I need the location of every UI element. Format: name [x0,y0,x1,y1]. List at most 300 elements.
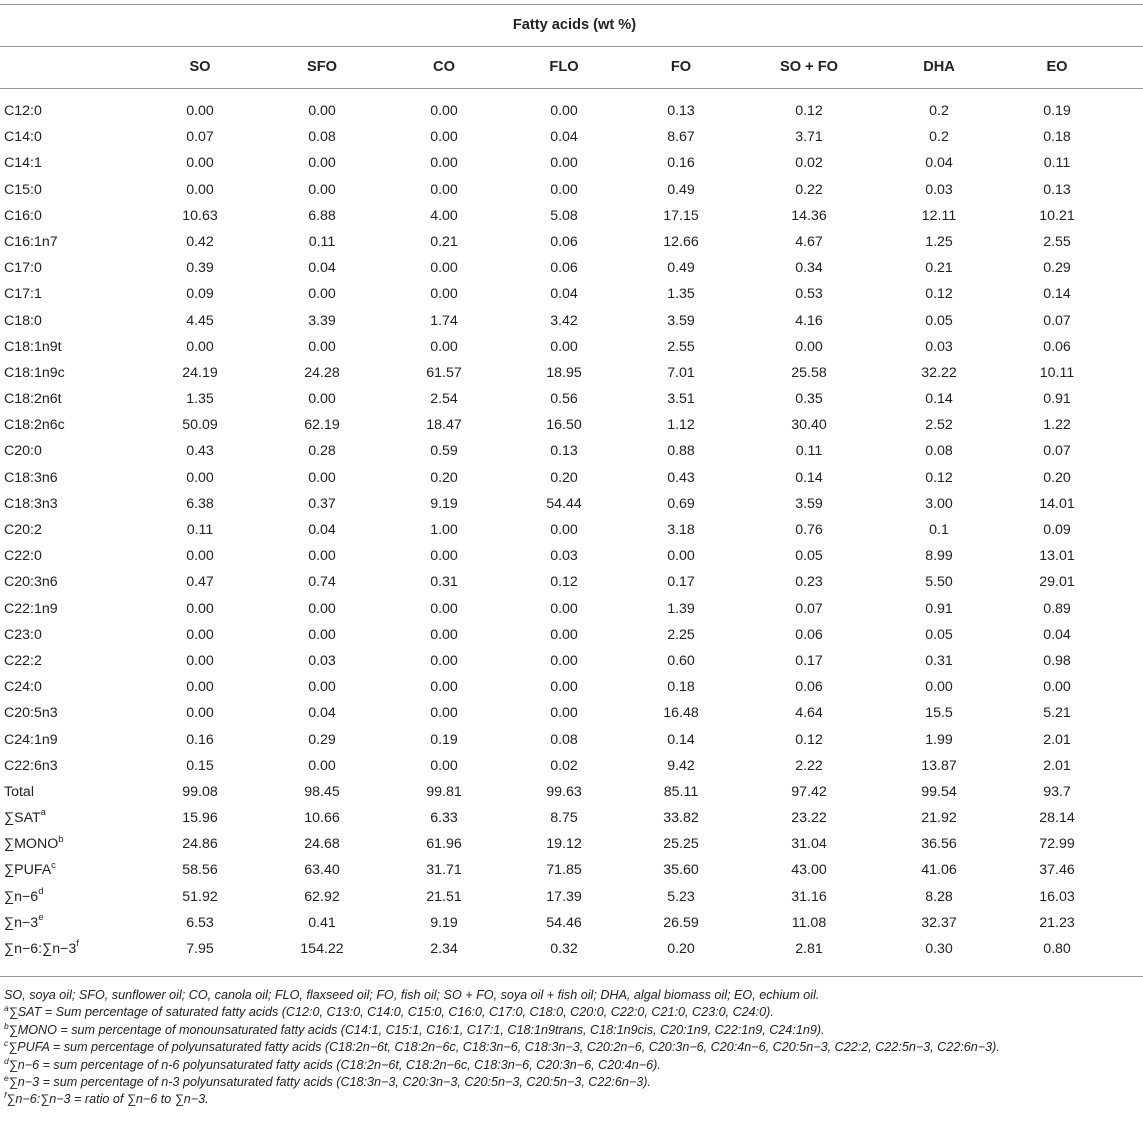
table-cell: 36.56 [921,836,957,853]
table-cell: 31.16 [791,888,827,905]
row-label: Total [4,783,34,800]
table-cell: 32.22 [921,364,957,381]
table-cell: 0.03 [308,652,336,669]
table-cell: 24.19 [182,364,218,381]
footnote-marker: f [76,938,79,950]
footnote [4,987,1136,1004]
table-cell: 0.00 [1043,679,1071,696]
table-cell: 10.11 [1039,364,1075,381]
row-label: $\sum n-3^e$ [4,912,44,931]
table-cell: 0.88 [667,443,695,460]
table-cell: 5.21 [1043,705,1071,722]
table-cell: 1.22 [1043,417,1071,434]
footnote-marker: a [40,807,46,819]
table-row [0,753,1143,779]
table-row [0,98,1143,124]
row-label: C18:1n9c [4,364,65,381]
table-cell: 0.06 [795,626,823,643]
row-label: C17:1 [4,286,42,303]
footnote-text: ∑PUFA = sum percentage of polyunsaturated fatty acids (C18:2n−6t, C18:2n−6c, C18:3n−6, C18:3n−3, C20:2n−6, C20:3n−6, C20:4n−6, C20:5n−3, C22:2, C22:5n−3, C22:6n−3). [8,1040,1000,1055]
table-cell: 0.11 [308,233,336,250]
table-cell: 0.20 [667,941,695,957]
table-cell: 0.43 [667,469,695,486]
table-cell: 4.45 [186,312,214,329]
table-cell: 18.95 [546,364,582,381]
table-cell: 62.19 [304,417,340,434]
table-cell: 0.15 [186,757,214,774]
table-row [0,569,1143,595]
table-cell: 0.31 [925,652,953,669]
row-label: C15:0 [4,181,42,198]
table-cell: 72.99 [1039,836,1075,853]
table-cell: 0.00 [308,679,336,696]
column-header: EO [1046,59,1068,75]
table-cell: 0.00 [795,338,823,355]
row-label: C17:0 [4,260,42,277]
table-cell: 97.42 [791,783,827,800]
table-cell: 0.80 [1043,941,1071,957]
table-cell: 0.18 [1043,129,1071,146]
row-label: C23:0 [4,626,42,643]
table-cell: 0.00 [550,679,578,696]
table-row [0,124,1143,150]
column-header: SO + FO [780,59,838,75]
table-cell: 0.29 [1043,260,1071,277]
table-cell: 31.04 [791,836,827,853]
row-label: C20:0 [4,443,42,460]
table-cell: 19.12 [546,836,582,853]
table-cell: 3.59 [795,495,823,512]
table-cell: 93.7 [1043,783,1071,800]
table-cell: 25.25 [663,836,699,853]
table-cell: 0.91 [925,600,953,617]
table-cell: 0.00 [430,129,458,146]
table-cell: 6.53 [186,914,214,931]
table-cell: 35.60 [663,862,699,879]
table-cell: 50.09 [182,417,218,434]
table-cell: 0.14 [1043,286,1071,303]
table-cell: 3.51 [667,391,695,408]
table-cell: 0.60 [667,652,695,669]
table-cell: 0.00 [430,626,458,643]
table-cell: 10.66 [304,810,340,827]
table-cell: 0.00 [550,652,578,669]
table-cell: 0.00 [308,338,336,355]
table-cell: 54.44 [546,495,582,512]
table-cell: 29.01 [1039,574,1075,591]
table-cell: 32.37 [921,914,957,931]
table-cell: 6.33 [430,810,458,827]
table-cell: 0.2 [929,103,949,119]
table-cell: 99.54 [921,783,957,800]
table-cell: 21.51 [426,888,462,905]
row-label: $\sum n-6^d$ [4,885,44,905]
table-cell: 3.18 [667,522,695,538]
table-cell: 8.67 [667,129,695,146]
row-label: ∑MONO$^b$ [4,833,64,853]
table-cell: 0.00 [308,155,336,172]
table-cell: 0.12 [925,469,953,486]
table-cell: 0.00 [430,548,458,565]
row-label: C18:1n9t [4,338,62,355]
footnote-marker: e [38,912,44,924]
table-cell: 0.02 [550,757,578,774]
table-cell: 0.30 [925,941,953,957]
table-row [0,831,1143,857]
table-cell: 3.59 [667,312,695,329]
table-cell: 0.05 [925,626,953,643]
table-cell: 0.00 [430,103,458,119]
table-cell: 1.35 [667,286,695,303]
table-cell: 63.40 [304,862,340,879]
table-cell: 16.03 [1039,888,1075,905]
table-cell: 0.16 [186,731,214,748]
table-cell: 0.00 [667,548,695,565]
table-cell: 0.12 [795,731,823,748]
table-cell: 62.92 [304,888,340,905]
table-cell: 0.14 [925,391,953,408]
table-row [0,857,1143,883]
table-cell: 15.5 [925,705,953,722]
table-cell: 0.09 [1043,522,1071,538]
row-label: C20:2 [4,522,42,538]
table-cell: 58.56 [182,862,218,879]
table-cell: 0.00 [308,600,336,617]
table-cell: 2.34 [430,941,458,957]
table-cell: 0.00 [550,522,578,538]
table-cell: 21.92 [921,810,957,827]
table-cell: 2.01 [1043,757,1071,774]
table-cell: 2.81 [795,941,823,957]
table-cell: 10.21 [1039,207,1075,224]
table-cell: 0.11 [1043,155,1071,172]
table-cell: 0.00 [550,705,578,722]
table-cell: 51.92 [182,888,218,905]
table-cell: 0.00 [430,600,458,617]
table-cell: 43.00 [791,862,827,879]
row-label: C18:0 [4,312,42,329]
table-cell: 4.16 [795,312,823,329]
row-label: C20:3n6 [4,574,58,591]
table-cell: 0.00 [186,548,214,565]
table-cell: 0.20 [430,469,458,486]
table-row [0,360,1143,386]
table-cell: 0.13 [550,443,578,460]
table-cell: 0.98 [1043,652,1071,669]
table-cell: 9.19 [430,495,458,512]
table-cell: 0.03 [925,181,953,198]
table-cell: 1.99 [925,731,953,748]
footnote-marker: a [4,1003,9,1014]
table-cell: 0.37 [308,495,336,512]
table-cell: 0.00 [308,391,336,408]
row-label: C14:0 [4,129,42,146]
table-row [0,884,1143,910]
table-cell: 0.09 [186,286,214,303]
table-cell: 2.25 [667,626,695,643]
footnote [4,1074,1136,1091]
table-cell: 0.13 [667,103,695,119]
footnote-marker: d [38,885,44,897]
table-cell: 0.04 [308,522,336,538]
table-cell: 61.57 [426,364,462,381]
table-cell: 0.08 [308,129,336,146]
table-cell: 3.42 [550,312,578,329]
footnote-marker: c [51,859,56,871]
table-cell: 0.03 [550,548,578,565]
table-cell: 23.22 [791,810,827,827]
table-cell: 0.00 [430,338,458,355]
row-label: C20:5n3 [4,705,58,722]
table-cell: 4.67 [795,233,823,250]
row-label: C12:0 [4,103,42,119]
row-label: C22:2 [4,652,42,669]
table-cell: 5.23 [667,888,695,905]
table-cell: 0.2 [929,129,949,146]
table-cell: 8.75 [550,810,578,827]
table-cell: 0.00 [550,103,578,119]
table-cell: 24.28 [304,364,340,381]
table-cell: 0.00 [308,181,336,198]
table-cell: 0.08 [925,443,953,460]
table-cell: 13.87 [921,757,957,774]
row-label: C14:1 [4,155,42,172]
table-row [0,412,1143,438]
row-label: C18:3n6 [4,469,58,486]
column-header: SO [189,59,211,75]
table-cell: 9.42 [667,757,695,774]
table-cell: 99.08 [182,783,218,800]
footnote-text: ∑n−3 = sum percentage of n-3 polyunsaturated fatty acids (C18:3n−3, C20:3n−3, C20:5n−3, C20:5n−3, C22:6n−3). [8,1075,651,1090]
table-cell: 0.14 [667,731,695,748]
table-cell: 0.00 [186,181,214,198]
table-cell: 33.82 [663,810,699,827]
row-label: C18:2n6t [4,391,62,408]
row-label: C22:6n3 [4,757,58,774]
table-cell: 0.76 [795,522,823,538]
table-cell: 0.89 [1043,600,1071,617]
table-cell: 0.02 [795,155,823,172]
table-cell: 9.19 [430,914,458,931]
table-cell: 30.40 [791,417,827,434]
table-cell: 0.00 [186,338,214,355]
table-cell: 0.00 [186,705,214,722]
table-cell: 0.00 [308,626,336,643]
table-cell: 0.39 [186,260,214,277]
footnote [4,1022,1136,1039]
table-row [0,779,1143,805]
table-row [0,465,1143,491]
table-cell: 0.00 [430,286,458,303]
table-cell: 0.31 [430,574,458,591]
table-cell: 18.47 [426,417,462,434]
table-row [0,229,1143,255]
table-row [0,334,1143,360]
table-cell: 85.11 [663,783,699,800]
table-cell: 0.19 [430,731,458,748]
table-cell: 0.00 [186,600,214,617]
table-cell: 26.59 [663,914,699,931]
table-cell: 6.38 [186,495,214,512]
row-label: C22:1n9 [4,600,58,617]
table-cell: 0.06 [550,233,578,250]
row-label: ∑SAT$^a$ [4,807,46,827]
table-cell: 0.00 [186,652,214,669]
table-cell: 0.47 [186,574,214,591]
footnote-marker: b [4,1020,9,1031]
group-header [0,4,1143,46]
table-cell: 0.00 [430,652,458,669]
row-label: C18:3n3 [4,495,58,512]
table-cell: 0.07 [795,600,823,617]
table-cell: 16.50 [546,417,582,434]
table-cell: 154.22 [300,941,344,957]
group-header-label: Fatty acids (wt %) [512,17,637,33]
table-cell: 0.00 [430,260,458,277]
table-cell: 0.34 [795,260,823,277]
table-cell: 0.59 [430,443,458,460]
table-cell: 0.56 [550,391,578,408]
table-row [0,700,1143,726]
table-cell: 2.54 [430,391,458,408]
footnote [4,1039,1136,1056]
table-cell: 0.41 [308,914,336,931]
column-header-rule [0,88,1143,89]
footnote-text: ∑MONO = sum percentage of monounsaturated fatty acids (C14:1, C15:1, C16:1, C17:1, C18:1n9trans, C18:1n9cis, C20:1n9, C22:1n9, C24:1n9). [8,1022,825,1037]
table-cell: 0.22 [795,181,823,198]
table-cell: 24.68 [304,836,340,853]
footnote-text: ∑n−6:∑n−3 = ratio of ∑n−6 to ∑n−3. [6,1092,209,1107]
table-cell: 7.95 [186,941,214,957]
table-cell: 5.50 [925,574,953,591]
table-row [0,386,1143,412]
table-cell: 0.28 [308,443,336,460]
table-body [0,98,1143,962]
row-label: C22:0 [4,548,42,565]
table-cell: 0.00 [550,626,578,643]
table-cell: 0.00 [550,600,578,617]
footnote-marker: f [4,1090,7,1101]
table-cell: 0.18 [667,679,695,696]
table-cell: 17.15 [663,207,699,224]
table-row [0,150,1143,176]
table-cell: 14.01 [1039,495,1075,512]
table-cell: 1.35 [186,391,214,408]
table-cell: 0.06 [795,679,823,696]
table-cell: 0.00 [550,338,578,355]
table-cell: 0.04 [550,286,578,303]
table-cell: 0.00 [430,705,458,722]
column-header: SFO [307,59,337,75]
table-cell: 11.08 [791,914,827,931]
row-label: $\sum n-6:\sum n-3^f$ [4,938,79,957]
table-cell: 0.53 [795,286,823,303]
table-cell: 8.28 [925,888,953,905]
table-cell: 0.35 [795,391,823,408]
row-label: C24:1n9 [4,731,58,748]
table-cell: 0.91 [1043,391,1071,408]
footnotes [4,987,1136,1109]
table-cell: 1.74 [430,312,458,329]
table-cell: 12.66 [663,233,699,250]
table-cell: 0.74 [308,574,336,591]
table-cell: 0.00 [308,757,336,774]
table-cell: 0.03 [925,338,953,355]
footnote-marker: b [58,833,64,845]
table-row [0,438,1143,464]
table-row [0,596,1143,622]
table-cell: 6.88 [308,207,336,224]
table-cell: 13.01 [1039,548,1075,565]
table-cell: 0.00 [186,626,214,643]
table-cell: 10.63 [182,207,218,224]
footnote [4,1004,1136,1021]
table-cell: 21.23 [1039,914,1075,931]
table-cell: 54.46 [546,914,582,931]
table-cell: 0.21 [430,233,458,250]
table-cell: 0.00 [430,155,458,172]
table-cell: 0.00 [308,286,336,303]
table-cell: 5.08 [550,207,578,224]
footnote [4,1057,1136,1074]
table-cell: 14.36 [791,207,827,224]
table-cell: 0.00 [430,679,458,696]
footnote-marker: e [4,1072,9,1083]
table-cell: 99.63 [546,783,582,800]
table-cell: 0.17 [795,652,823,669]
row-label: C16:1n7 [4,233,58,250]
table-cell: 98.45 [304,783,340,800]
column-header: FO [670,59,692,75]
table-cell: 1.00 [430,522,458,538]
table-cell: 0.23 [795,574,823,591]
table-cell: 3.39 [308,312,336,329]
row-label: C18:2n6c [4,417,65,434]
bottom-rule [0,976,1143,977]
table-row [0,308,1143,334]
table-cell: 0.00 [186,103,214,119]
table-cell: 0.06 [550,260,578,277]
table-cell: 2.01 [1043,731,1071,748]
table-cell: 31.71 [426,862,462,879]
table-cell: 61.96 [426,836,462,853]
table-cell: 0.21 [925,260,953,277]
column-header: FLO [549,59,579,75]
table-cell: 0.49 [667,260,695,277]
table-cell: 0.19 [1043,103,1071,119]
footnote-marker: c [4,1038,9,1049]
table-row [0,203,1143,229]
table-cell: 0.11 [795,443,823,460]
table-row [0,543,1143,569]
table-cell: 0.12 [795,103,823,119]
table-cell: 0.07 [186,129,214,146]
footnote-text: ∑SAT = Sum percentage of saturated fatty acids (C12:0, C13:0, C14:0, C15:0, C16:0, C17:0, C18:0, C20:0, C22:0, C21:0, C23:0, C24:0). [8,1005,774,1020]
table-cell: 71.85 [546,862,582,879]
table-cell: 0.07 [1043,443,1071,460]
table-cell: 0.69 [667,495,695,512]
table-cell: 15.96 [182,810,218,827]
row-label: ∑PUFA$^c$ [4,859,56,879]
table-cell: 0.08 [550,731,578,748]
table-row [0,648,1143,674]
table-cell: 0.00 [550,155,578,172]
table-cell: 8.99 [925,548,953,565]
table-cell: 1.12 [667,417,695,434]
table-cell: 16.48 [663,705,699,722]
table-row [0,936,1143,962]
table-cell: 1.25 [925,233,953,250]
